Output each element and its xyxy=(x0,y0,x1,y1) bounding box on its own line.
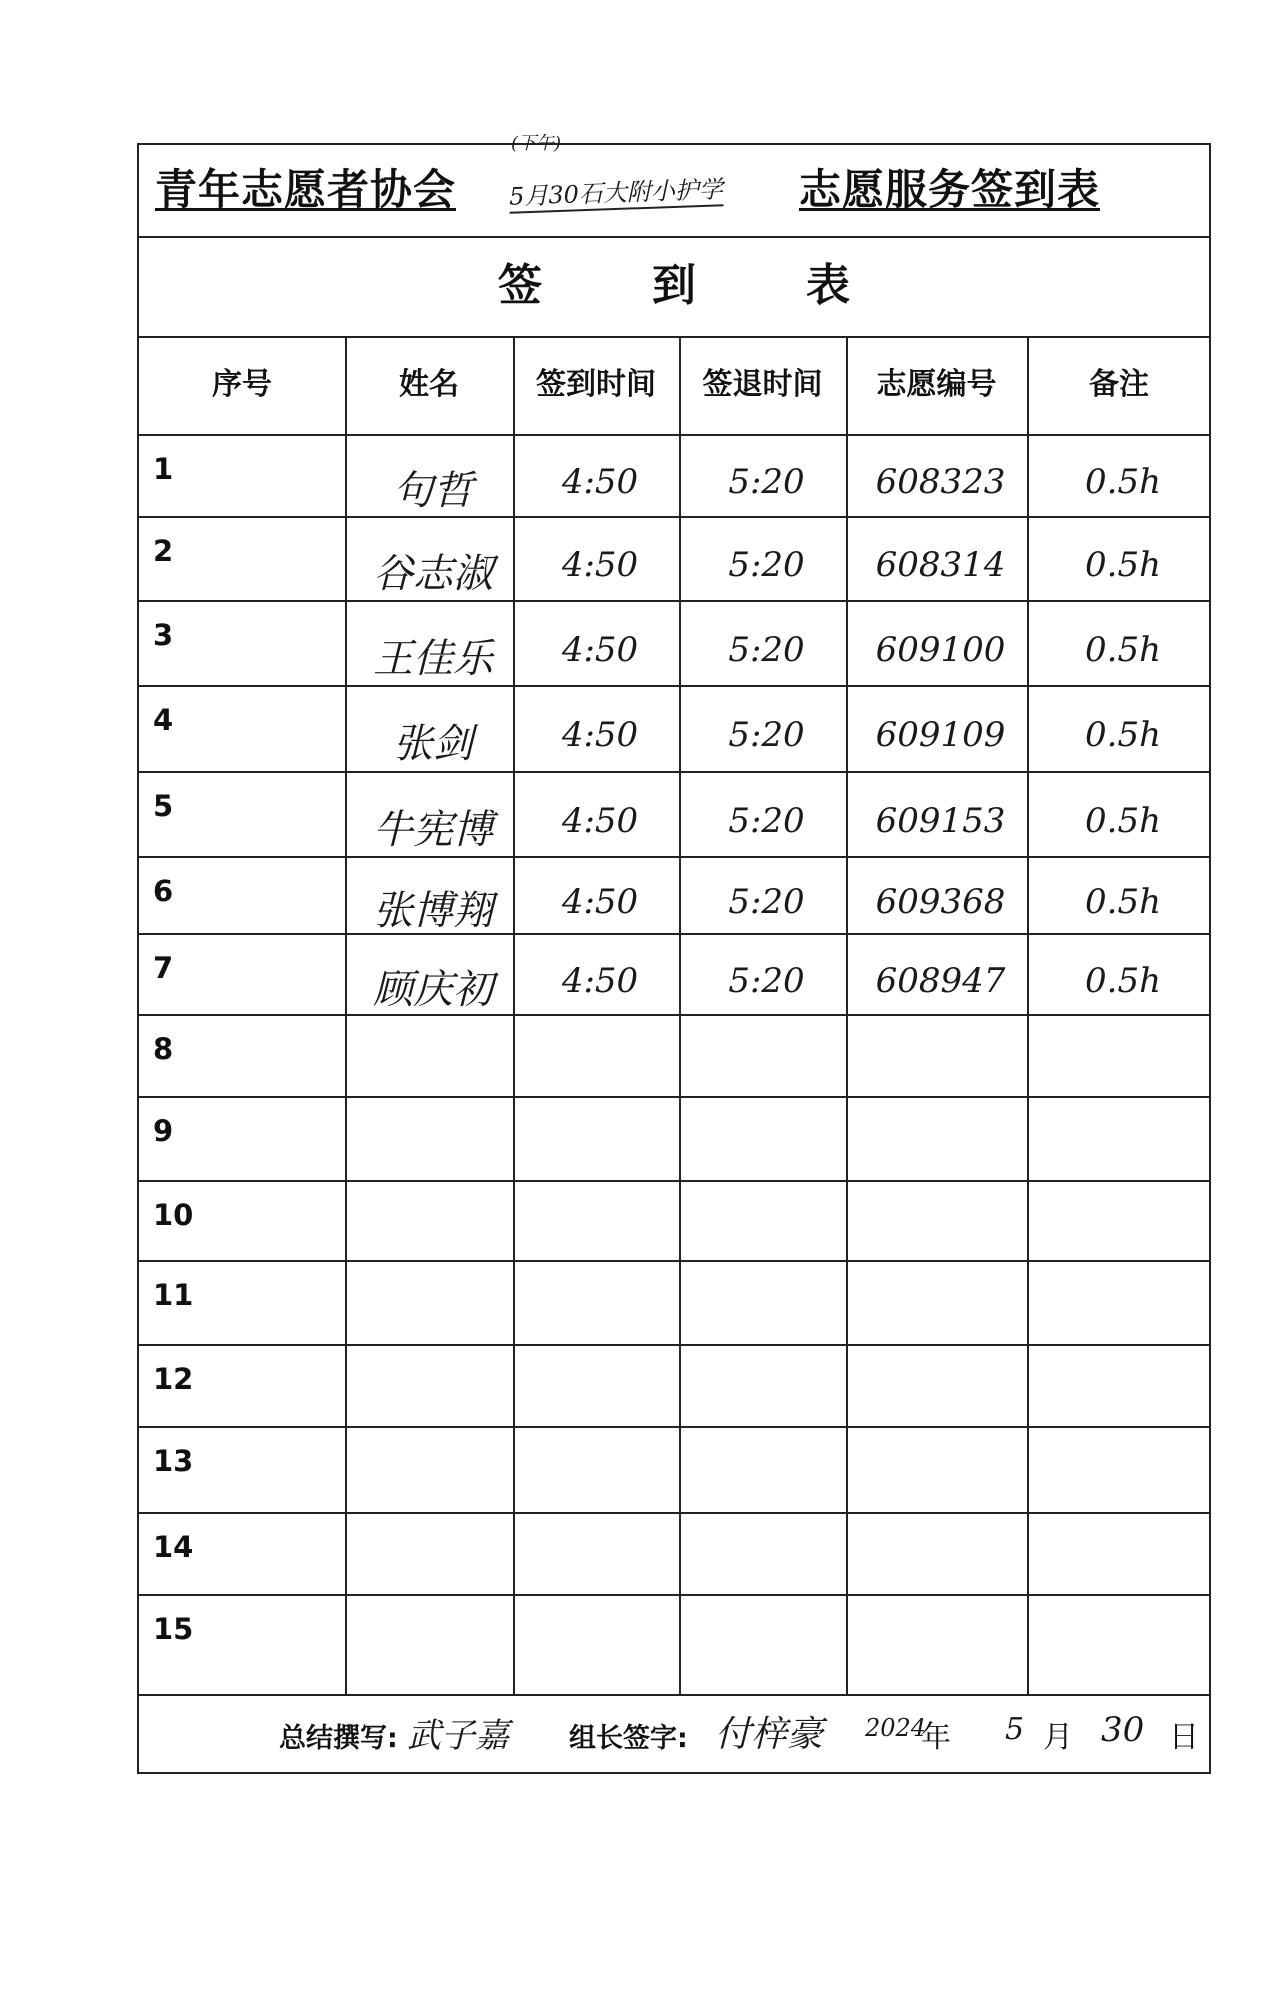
cell-remark: 0.5h xyxy=(1085,881,1161,922)
row-divider xyxy=(139,771,1209,773)
row-number: 2 xyxy=(153,534,174,568)
cell-name: 句哲 xyxy=(393,468,473,514)
cell-remark: 0.5h xyxy=(1085,715,1161,756)
sign-in-sheet xyxy=(137,133,1211,1774)
row-number: 7 xyxy=(153,951,174,985)
cell-volunteer-id: 608947 xyxy=(875,960,1006,1001)
cell-volunteer-id: 609368 xyxy=(875,881,1006,922)
cell-sign-in-time: 4:50 xyxy=(561,462,639,503)
cell-sign-in-time: 4:50 xyxy=(561,545,639,586)
row-number: 15 xyxy=(153,1612,194,1646)
cell-volunteer-id: 609109 xyxy=(875,715,1006,756)
cell-sign-out-time: 5:20 xyxy=(728,881,805,922)
row-number: 11 xyxy=(153,1278,194,1312)
cell-name: 谷志淑 xyxy=(373,551,493,597)
row-number: 8 xyxy=(153,1032,174,1066)
leader-signature: 付梓豪 xyxy=(715,1714,824,1755)
date-day: 30 xyxy=(1101,1710,1145,1750)
row-number: 4 xyxy=(153,703,174,737)
summary-signature: 武子嘉 xyxy=(407,1716,509,1756)
cell-sign-out-time: 5:20 xyxy=(728,715,805,756)
row-number: 14 xyxy=(153,1530,194,1564)
row-divider xyxy=(139,1512,1209,1514)
row-divider xyxy=(139,1344,1209,1346)
row-number: 10 xyxy=(153,1198,194,1232)
cell-sign-out-time: 5:20 xyxy=(728,960,805,1001)
row-divider xyxy=(139,685,1209,687)
cell-volunteer-id: 609153 xyxy=(875,800,1006,841)
column-header-remark: 备注 xyxy=(1089,367,1149,402)
row-divider xyxy=(139,1014,1209,1016)
cell-sign-out-time: 5:20 xyxy=(728,800,805,841)
column-header-sign-in-time: 签到时间 xyxy=(536,367,656,402)
cell-name: 顾庆初 xyxy=(373,966,493,1013)
row-number: 12 xyxy=(153,1362,194,1396)
row-divider xyxy=(139,1426,1209,1428)
cell-remark: 0.5h xyxy=(1085,629,1161,670)
cell-sign-out-time: 5:20 xyxy=(728,545,805,586)
cell-sign-out-time: 5:20 xyxy=(728,629,805,670)
leader-label: 组长签字: xyxy=(569,1723,688,1754)
footer xyxy=(139,1694,1209,1774)
row-divider xyxy=(139,1260,1209,1262)
title-org: 青年志愿者协会 xyxy=(155,165,457,214)
row-divider xyxy=(139,933,1209,935)
cell-name: 张剑 xyxy=(393,721,473,767)
cell-volunteer-id: 608323 xyxy=(875,462,1006,503)
row-number: 13 xyxy=(153,1444,194,1478)
column-header-volunteer-id: 志愿编号 xyxy=(876,367,997,402)
date-month-unit: 月 xyxy=(1043,1720,1073,1755)
date-day-unit: 日 xyxy=(1169,1720,1199,1755)
date-month: 5 xyxy=(1005,1712,1025,1747)
cell-sign-in-time: 4:50 xyxy=(561,629,639,670)
cell-remark: 0.5h xyxy=(1085,462,1161,503)
row-number: 1 xyxy=(153,452,174,486)
date-year: 2024 xyxy=(865,1714,927,1742)
row-divider xyxy=(139,600,1209,602)
title-suffix: 志愿服务签到表 xyxy=(799,165,1101,214)
cell-sign-in-time: 4:50 xyxy=(561,960,639,1001)
row-number: 5 xyxy=(153,789,174,823)
cell-volunteer-id: 608314 xyxy=(875,545,1006,586)
cell-sign-in-time: 4:50 xyxy=(561,881,639,922)
cell-name: 牛宪博 xyxy=(373,806,493,853)
cell-remark: 0.5h xyxy=(1085,800,1161,841)
subtitle: 签到表 xyxy=(498,260,960,311)
title-event: 5月30石大附小护学 xyxy=(508,169,723,213)
title-event-note: (下午) xyxy=(511,133,562,154)
row-divider xyxy=(139,1096,1209,1098)
summary-label: 总结撰写: xyxy=(279,1723,398,1754)
row-number: 3 xyxy=(153,618,174,652)
row-divider xyxy=(139,1594,1209,1596)
cell-name: 王佳乐 xyxy=(373,635,493,682)
cell-volunteer-id: 609100 xyxy=(875,629,1006,670)
column-header-number: 序号 xyxy=(212,367,272,402)
row-number: 9 xyxy=(153,1114,174,1148)
date-year-unit: 年 xyxy=(921,1720,951,1755)
column-header-name: 姓名 xyxy=(399,367,459,402)
row-number: 6 xyxy=(153,874,174,908)
cell-remark: 0.5h xyxy=(1085,960,1161,1001)
row-divider xyxy=(139,1180,1209,1182)
cell-sign-in-time: 4:50 xyxy=(561,800,639,841)
title-row xyxy=(139,133,1209,236)
cell-sign-out-time: 5:20 xyxy=(728,462,805,503)
cell-remark: 0.5h xyxy=(1085,545,1161,586)
row-divider xyxy=(139,516,1209,518)
column-header-sign-out-time: 签退时间 xyxy=(702,367,823,402)
row-divider xyxy=(139,434,1209,436)
cell-sign-in-time: 4:50 xyxy=(561,715,639,756)
cell-name: 张博翔 xyxy=(373,887,493,934)
row-divider xyxy=(139,856,1209,858)
